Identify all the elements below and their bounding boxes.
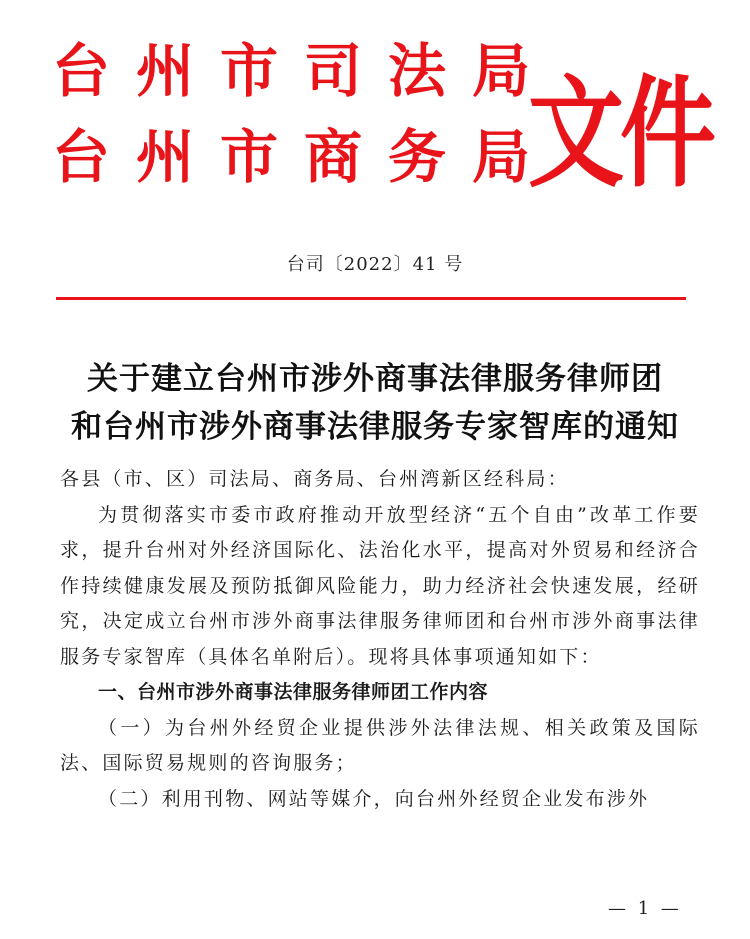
- notice-title: [0, 355, 750, 451]
- title-line-2: 和台州市涉外商事法律服务专家智库的通知: [71, 409, 679, 445]
- issuer-commerce-bureau: 台州市商务局: [52, 123, 557, 191]
- document-body: [60, 462, 700, 817]
- title-line-1: 关于建立台州市涉外商事法律服务律师团: [87, 361, 663, 397]
- body-paragraph-1: 为贯彻落实市委市政府推动开放型经济“五个自由”改革工作要求，提升台州对外经济国际化、法治化水平，提高对外贸易和经济合作持续健康发展及预防抵御风险能力，助力经济社会快速发展，经研究，决定成立台州市涉外商事法律服务律师团和台州市涉外商事法律服务专家智库（具体名单附后）。现将具体事项通知如下：: [60, 503, 700, 668]
- addressee: 各县（市、区）司法局、商务局、台州湾新区经科局：: [60, 468, 569, 490]
- list-item-1: （一）为台州外经贸企业提供涉外法律法规、相关政策及国际法、国际贸易规则的咨询服务；: [60, 716, 700, 774]
- section-heading-1: 一、台州市涉外商事法律服务律师团工作内容: [98, 681, 489, 703]
- issuer-block: [52, 28, 557, 200]
- list-item-2: （二）利用刊物、网站等媒介，向台州外经贸企业发布涉外: [98, 787, 650, 810]
- document-number: 台司〔2022〕41 号: [286, 254, 464, 275]
- red-divider-line: [56, 297, 686, 300]
- document-word: 文件: [528, 62, 712, 204]
- issuer-judicial-bureau: 台州市司法局: [52, 37, 557, 105]
- page-number: — 1 —: [608, 898, 682, 919]
